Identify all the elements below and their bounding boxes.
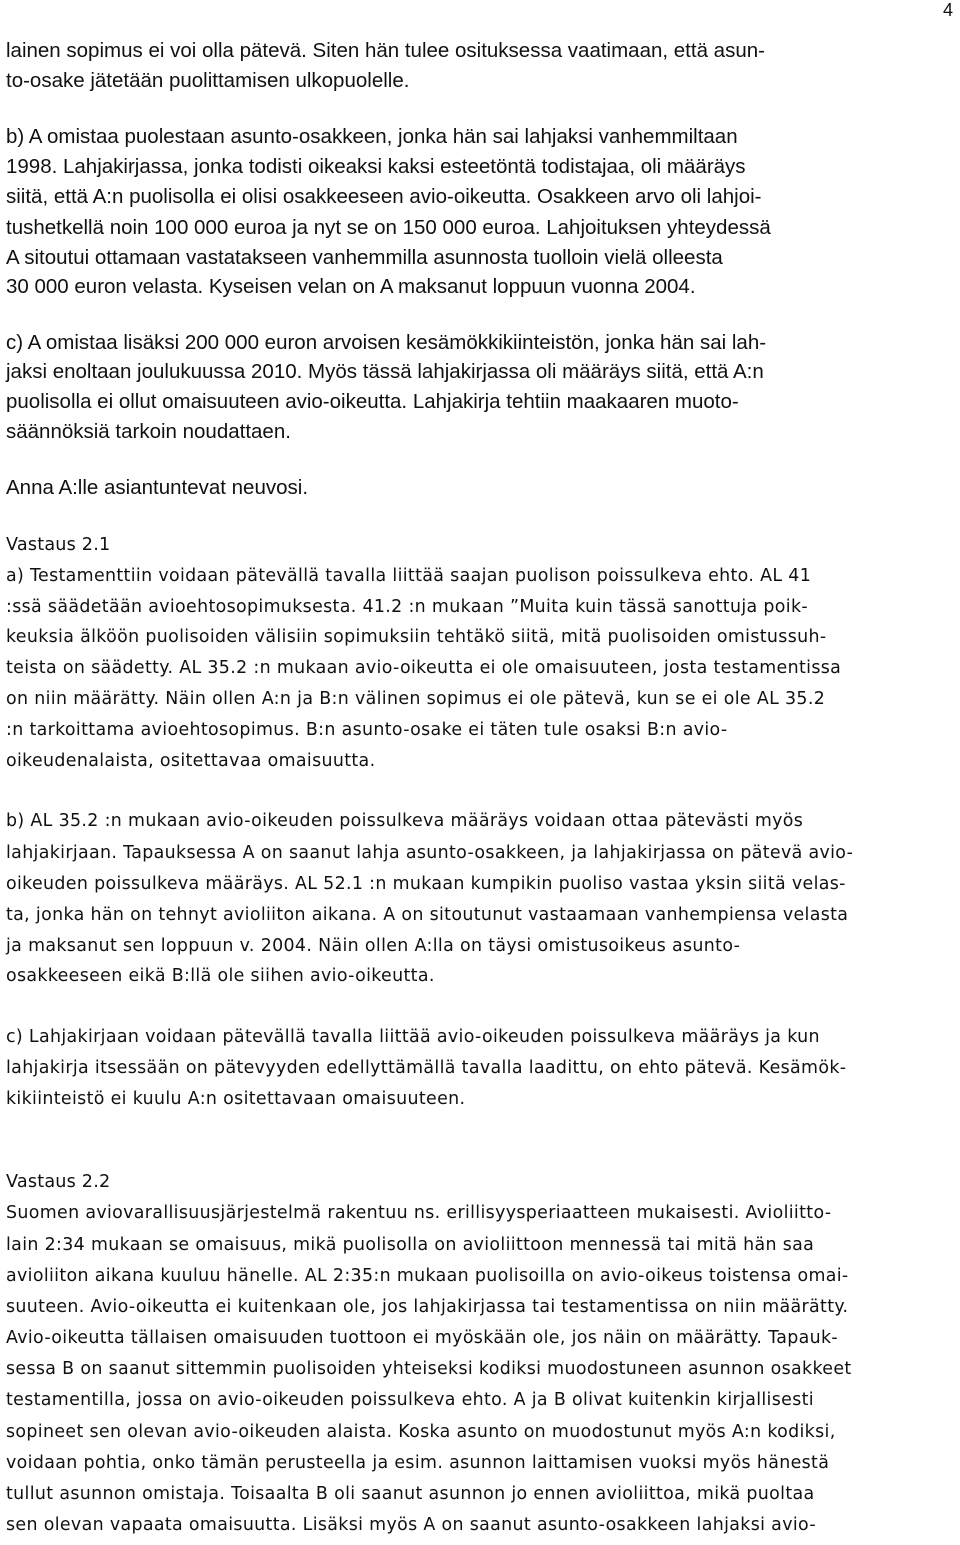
text-line: A sitoutui ottamaan vastatakseen vanhemmilla asunnosta tuolloin vielä olleesta (6, 246, 723, 269)
text-line: b) AL 35.2 :n mukaan avio-oikeuden poissulkeva määräys voidaan ottaa pätevästi myös (6, 811, 804, 831)
text-line: ta, jonka hän on tehnyt avioliiton aikana. A on sitoutunut vastaamaan vanhempiensa velasta (6, 905, 849, 925)
page-number: 4 (942, 0, 953, 20)
text-line: sessa B on saanut sittemmin puolisoiden yhteiseksi kodiksi muodostuneen asunnon osakkeet (6, 1359, 852, 1379)
text-line: teista on säädetty. AL 35.2 :n mukaan avio-oikeutta ei ole omaisuuteen, josta testamentissa (6, 658, 842, 678)
text-line: osakkeeseen eikä B:llä ole siihen avio-oikeutta. (6, 966, 435, 986)
text-line: testamentilla, jossa on avio-oikeuden poissulkeva ehto. A ja B olivat kuitenkin kirjallisesti (6, 1390, 814, 1410)
text-line: 1998. Lahjakirjassa, jonka todisti oikeaksi kaksi esteetöntä todistajaa, oli määräys (6, 155, 746, 178)
text-line: Anna A:lle asiantuntevat neuvosi. (6, 476, 309, 499)
text-line: lahjakirja itsessään on pätevyyden edellyttämällä tavalla laadittu, on ehto pätevä. Kesämök- (6, 1058, 847, 1078)
text-line: suuteen. Avio-oikeutta ei kuitenkaan ole, jos lahjakirjassa tai testamentissa on niin määrätty. (6, 1297, 849, 1317)
text-line: lain 2:34 mukaan se omaisuus, mikä puolisolla on avioliittoon mennessä tai mitä hän saa (6, 1235, 815, 1255)
section-heading: Vastaus 2.2 (6, 1172, 111, 1192)
text-line: b) A omistaa puolestaan asunto-osakkeen, jonka hän sai lahjaksi vanhemmiltaan (6, 125, 738, 148)
section-heading: Vastaus 2.1 (6, 535, 111, 555)
text-line: Avio-oikeutta tällaisen omaisuuden tuottoon ei myöskään ole, jos näin on määrätty. Tapauk- (6, 1328, 839, 1348)
text-line: sen olevan vapaata omaisuutta. Lisäksi myös A on saanut asunto-osakkeen lahjaksi avio- (6, 1515, 816, 1535)
text-line: :ssä säädetään avioehtosopimuksesta. 41.2 :n mukaan ”Muita kuin tässä sanottuja poik- (6, 597, 809, 617)
text-line: tushetkellä noin 100 000 euroa ja nyt se on 150 000 euroa. Lahjoituksen yhteydessä (6, 216, 771, 239)
text-line: keuksia älköön puolisoiden välisiin sopimuksiin tehtäkö siitä, mitä puolisoiden omistussuh- (6, 627, 827, 647)
text-line: oikeudenalaista, ositettavaa omaisuutta. (6, 751, 376, 771)
text-line: sopineet sen olevan avio-oikeuden alaista. Koska asunto on muodostunut myös A:n kodiksi, (6, 1422, 836, 1442)
text-line: :n tarkoittama avioehtosopimus. B:n asunto-osake ei täten tule osaksi B:n avio- (6, 720, 728, 740)
text-line: lahjakirjaan. Tapauksessa A on saanut lahja asunto-osakkeen, ja lahjakirjassa on pätevä avio- (6, 843, 854, 863)
text-line: jaksi enoltaan joulukuussa 2010. Myös tässä lahjakirjassa oli määräys siitä, että A:n (6, 360, 764, 383)
text-line: a) Testamenttiin voidaan pätevällä tavalla liittää saajan puolison poissulkeva ehto. AL 41 (6, 566, 812, 586)
text-line: ja maksanut sen loppuun v. 2004. Näin ollen A:lla on täysi omistusoikeus asunto- (6, 936, 741, 956)
text-line: to-osake jätetään puolittamisen ulkopuolelle. (6, 69, 410, 92)
text-line: lainen sopimus ei voi olla pätevä. Siten hän tulee osituksessa vaatimaan, että asun- (6, 39, 765, 62)
text-line: c) A omistaa lisäksi 200 000 euron arvoisen kesämökkikiinteistön, jonka hän sai lah- (6, 331, 767, 354)
text-line: säännöksiä tarkoin noudattaen. (6, 420, 291, 443)
text-line: puolisolla ei ollut omaisuuteen avio-oikeutta. Lahjakirja tehtiin maakaaren muoto- (6, 390, 739, 413)
text-line: tullut asunnon omistaja. Toisaalta B oli saanut asunnon jo ennen avioliittoa, mikä puoltaa (6, 1484, 815, 1504)
text-line: on niin määrätty. Näin ollen A:n ja B:n välinen sopimus ei ole pätevä, kun se ei ole AL 35.2 (6, 689, 826, 709)
text-line: voidaan pohtia, onko tämän perusteella ja esim. asunnon laittamisen vuoksi myös hänestä (6, 1453, 830, 1473)
text-line: Suomen aviovarallisuusjärjestelmä rakentuu ns. erillisyysperiaatteen mukaisesti. Avioliitto- (6, 1203, 832, 1223)
text-line: siitä, että A:n puolisolla ei olisi osakkeeseen avio-oikeutta. Osakkeen arvo oli lahjoi- (6, 185, 762, 208)
text-line: c) Lahjakirjaan voidaan pätevällä tavalla liittää avio-oikeuden poissulkeva määräys ja kun (6, 1027, 820, 1047)
text-line: kikiinteistö ei kuulu A:n ositettavaan omaisuuteen. (6, 1089, 466, 1109)
text-line: oikeuden poissulkeva määräys. AL 52.1 :n mukaan kumpikin puoliso vastaa yksin siitä velas- (6, 874, 846, 894)
text-line: avioliiton aikana kuuluu hänelle. AL 2:35:n mukaan puolisoilla on avio-oikeus toistensa omai- (6, 1266, 849, 1286)
text-line: 30 000 euron velasta. Kyseisen velan on A maksanut loppuun vuonna 2004. (6, 275, 696, 298)
